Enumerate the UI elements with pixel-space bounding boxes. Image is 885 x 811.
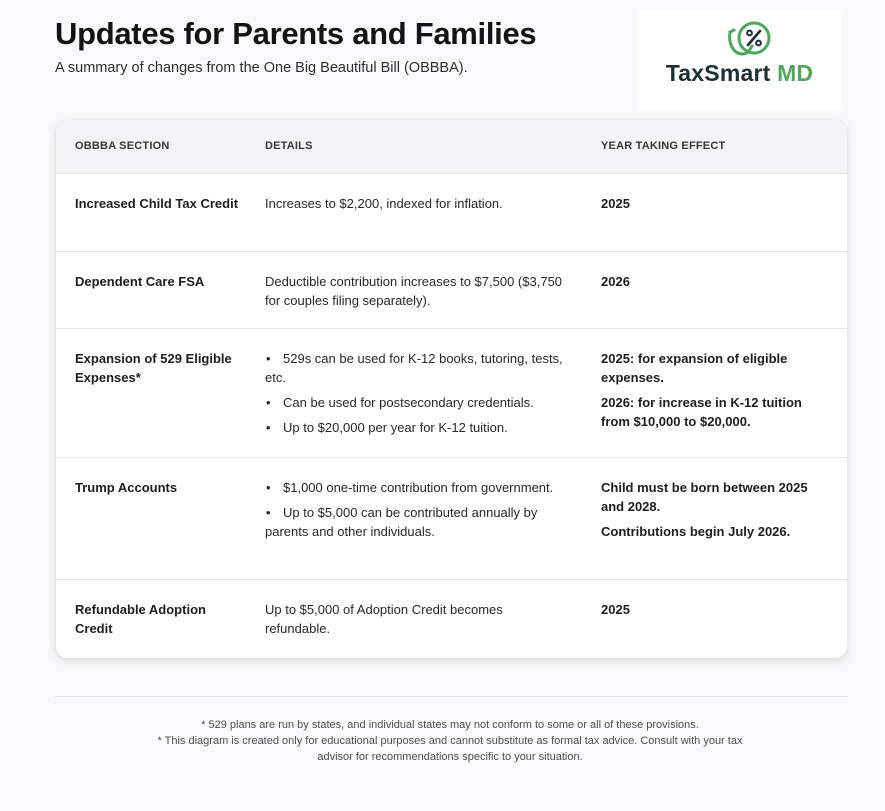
logo <box>638 10 841 110</box>
bullet-text: $1,000 one-time contribution from government. <box>283 480 554 495</box>
section-cell: Expansion of 529 Eligible Expenses* <box>75 351 232 385</box>
bullet-text: Can be used for postsecondary credentials. <box>283 395 534 410</box>
page-subtitle: A summary of changes from the One Big Beautiful Bill (OBBBA). <box>55 60 468 76</box>
section-cell: Increased Child Tax Credit <box>75 196 239 211</box>
table-row <box>56 329 847 458</box>
details-cell: Increases to $2,200, indexed for inflation. <box>265 196 503 211</box>
year-line: Contributions begin July 2026. <box>601 524 791 539</box>
logo-word-md: MD <box>777 60 814 86</box>
column-header-section: OBBBA SECTION <box>75 140 170 152</box>
section-cell: Trump Accounts <box>75 480 178 495</box>
bullet-text: Up to $5,000 can be contributed annually by parents and other individuals. <box>265 505 538 539</box>
list-item: • Up to $5,000 can be contributed annually by parents and other individuals. <box>265 505 538 539</box>
bullet-text: Up to $20,000 per year for K-12 tuition. <box>283 420 508 435</box>
footnotes <box>140 717 760 765</box>
footnote-529: * 529 plans are run by states, and individual states may not conform to some or all of these provisions. <box>201 719 699 731</box>
year-cell <box>601 349 831 431</box>
year-line: 2025: for expansion of eligible expenses. <box>601 351 788 385</box>
list-item: • $1,000 one-time contribution from government. <box>266 480 554 495</box>
obbba-table <box>56 120 847 658</box>
list-item: • 529s can be used for K-12 books, tutoring, tests, etc. <box>265 351 563 385</box>
list-item: • Up to $20,000 per year for K-12 tuition. <box>266 420 508 435</box>
stethoscope-percent-icon <box>724 18 776 62</box>
details-cell: Up to $5,000 of Adoption Credit becomes refundable. <box>265 602 503 636</box>
column-header-year: YEAR TAKING EFFECT <box>601 140 726 152</box>
details-cell <box>265 349 565 443</box>
logo-word-taxsmart: TaxSmart <box>665 60 771 86</box>
column-header-details: DETAILS <box>265 140 313 152</box>
section-cell: Refundable Adoption Credit <box>75 602 206 636</box>
year-line: 2026: for increase in K-12 tuition from $10,000 to $20,000. <box>601 395 802 429</box>
bullet-text: 529s can be used for K-12 books, tutoring, tests, etc. <box>265 351 563 385</box>
table-row <box>56 174 847 252</box>
year-cell: 2026 <box>601 274 630 289</box>
list-item: • Can be used for postsecondary credentials. <box>266 395 534 410</box>
table-row <box>56 580 847 658</box>
year-cell: 2025 <box>601 602 630 617</box>
footnote-disclaimer: * This diagram is created only for educational purposes and cannot substitute as formal tax advice. Consult with your tax advisor for recommendations specific to your situation. <box>157 735 743 763</box>
year-cell <box>601 478 831 541</box>
details-cell <box>265 478 565 547</box>
year-line: Child must be born between 2025 and 2028. <box>601 480 808 514</box>
year-cell: 2025 <box>601 196 630 211</box>
logo-wordmark <box>638 60 841 87</box>
table-row <box>56 252 847 329</box>
page-title: Updates for Parents and Families <box>55 16 537 51</box>
section-cell: Dependent Care FSA <box>75 274 205 289</box>
table-header <box>56 120 847 174</box>
details-cell: Deductible contribution increases to $7,500 ($3,750 for couples filing separately). <box>265 274 563 308</box>
divider <box>55 696 848 697</box>
table-row <box>56 458 847 580</box>
